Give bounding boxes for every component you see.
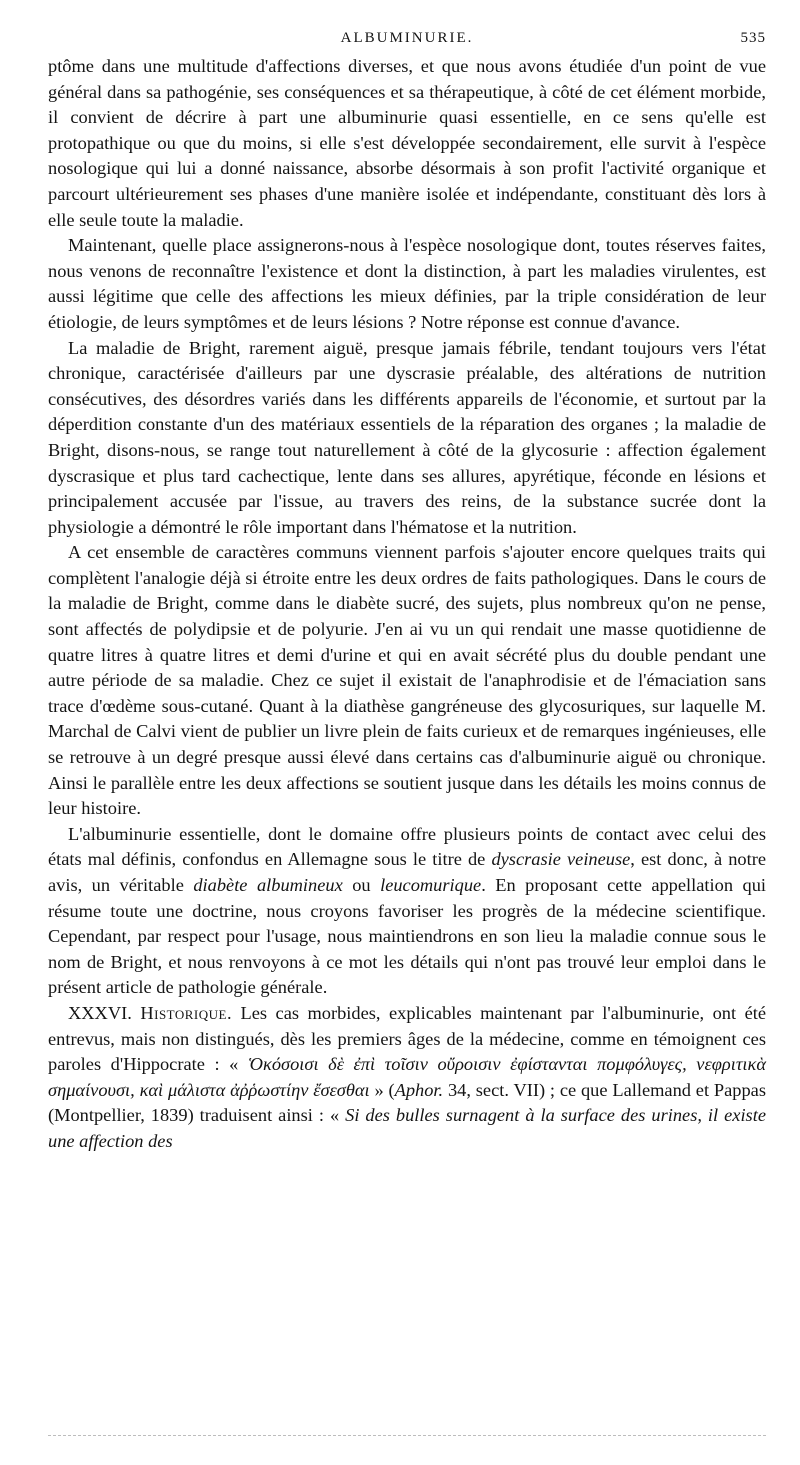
term-leucomurique: leucomurique xyxy=(380,875,482,895)
aphorism-reference: Aphor. xyxy=(394,1079,444,1100)
paragraph-1: ptôme dans une multitude d'affections diverses, et que nous avons étudiée d'un point de vue général dans sa pathogénie, ses conséquences et sa thérapeutique, à côté de cet élément morbide, il convient de décrire à part une albuminurie quasi essentielle, en ce sens qu'elle est protopathique ou que du moins, si elle s'est développée secondairement, elle survit à l'espèce nosologique qui lui a donné naissance, absorbe désormais à son profit l'activité organique et parcourt ultérieurement ses phases d'une manière isolée et indépendante, constituant dès lors à elle seule toute la maladie. xyxy=(48,56,766,230)
page-number: 535 xyxy=(740,30,766,46)
term-dyscrasie-veineuse: dyscrasie veineuse xyxy=(491,849,631,870)
paragraph-5-text-a: L'albuminurie essentielle, dont le domaine offre plusieurs points de contact avec celui des états mal définis, confondus en Allemagne sous le titre de xyxy=(48,823,766,870)
paragraph-6-text-c: 34, sect. VII) ; ce que Lallemand et Pappas (Montpellier, 1839) traduisent ainsi : « xyxy=(48,1079,766,1126)
running-title: ALBUMINURIE. xyxy=(340,30,474,46)
paragraph-6-text-b: » ( xyxy=(369,1079,395,1100)
french-translation-quote: Si des bulles surnagent à la surface des urines, il existe une affection des xyxy=(48,1105,766,1151)
paragraph-3: La maladie de Bright, rarement aiguë, presque jamais fébrile, tendant toujours vers l'état chronique, caractérisée d'ailleurs par une dyscrasie préalable, des altérations de nutrition consécutives, des désordres variés dans les différents appareils de l'économie, et surtout par la déperdition constante d'un des matériaux essentiels de la réparation des organes ; la maladie de Bright, disons-nous, se range tout naturellement à côté de la glycosurie : affection également dyscrasique et plus tard cachectique, lente dans ses allures, apyrétique, féconde en lésions et principalement accusée par l'issue, au travers des reins, de la substance sucrée dont la physiologie a démontré le rôle important dans l'hématose et la nutrition. xyxy=(48,337,766,537)
term-diabete-albumineux: diabète albumineux xyxy=(193,875,343,895)
paragraph-5 xyxy=(48,822,766,1001)
paragraph-4: A cet ensemble de caractères communs viennent parfois s'ajouter encore quelques traits qui complètent l'analogie déjà si étroite entre les deux ordres de faits pathologiques. Dans le cours de la maladie de Bright, comme dans le diabète sucré, des sujets, plus nombreux qu'on ne pense, sont affectés de polydipsie et de polyurie. J'en ai vu un qui rendait une masse quotidienne de quatre litres à quatre litres et demi d'urine et qui en avait sécrété plus du double pendant une autre période de sa maladie. Chez ce sujet il existait de l'anaphrodisie et de l'émaciation sans trace d'œdème sous-cutané. Quant à la diathèse gangréneuse des glycosuriques, sur laquelle M. Marchal de Calvi vient de publier un livre plein de faits curieux et de remarques ingénieuses, elle se retrouve à un degré presque aussi élevé dans certains cas d'albuminurie aiguë ou chronique. Ainsi le parallèle entre les deux affections se soutient jusque dans les détails les moins connus de leur histoire. xyxy=(48,542,766,819)
paragraph-6-text-a: Les cas morbides, explicables maintenant par l'albuminurie, ont été entrevus, mais non distingués, dès les premiers âges de la médecine, comme en témoignent ces paroles d'Hippocrate : « xyxy=(48,1002,766,1075)
paragraph-5-text-b: , est donc, à notre avis, un véritable xyxy=(48,849,766,895)
document-page xyxy=(48,26,766,1155)
running-header xyxy=(48,26,766,54)
greek-quotation: Ὁκόσοισι δὲ ἐπὶ τοῖσιν οὔροισιν ἐφίστανται πομφόλυγες, νεφριτικὰ σημαίνουσι, καὶ μάλιστα ἀῤῥωστίην ἔσεσθαι xyxy=(48,1054,766,1100)
paragraph-6 xyxy=(48,1001,766,1155)
section-number: XXXVI. xyxy=(68,1002,132,1023)
section-heading: Historique. xyxy=(140,1002,233,1023)
paragraph-5-text-c: ou xyxy=(342,875,381,895)
footer-rule xyxy=(48,1435,766,1436)
paragraph-2: Maintenant, quelle place assignerons-nous à l'espèce nosologique dont, toutes réserves faites, nous venons de reconnaître l'existence et dont la distinction, à part les maladies virulentes, est aussi légitime que celle des affections les mieux définies, par la triple considération de leur étiologie, de leurs symptômes et de leurs lésions ? Notre réponse est connue d'avance. xyxy=(48,235,766,332)
paragraph-5-text-d: . En proposant cette appellation qui résume toute une doctrine, nous croyons favoriser les progrès de la médecine scientifique. Cependant, par respect pour l'usage, nous maintiendrons en son lieu la maladie connue sous le nom de Bright, et nous renvoyons à ce mot les détails qui n'ont pas trouvé leur emploi dans le présent article de pathologie générale. xyxy=(48,875,766,998)
